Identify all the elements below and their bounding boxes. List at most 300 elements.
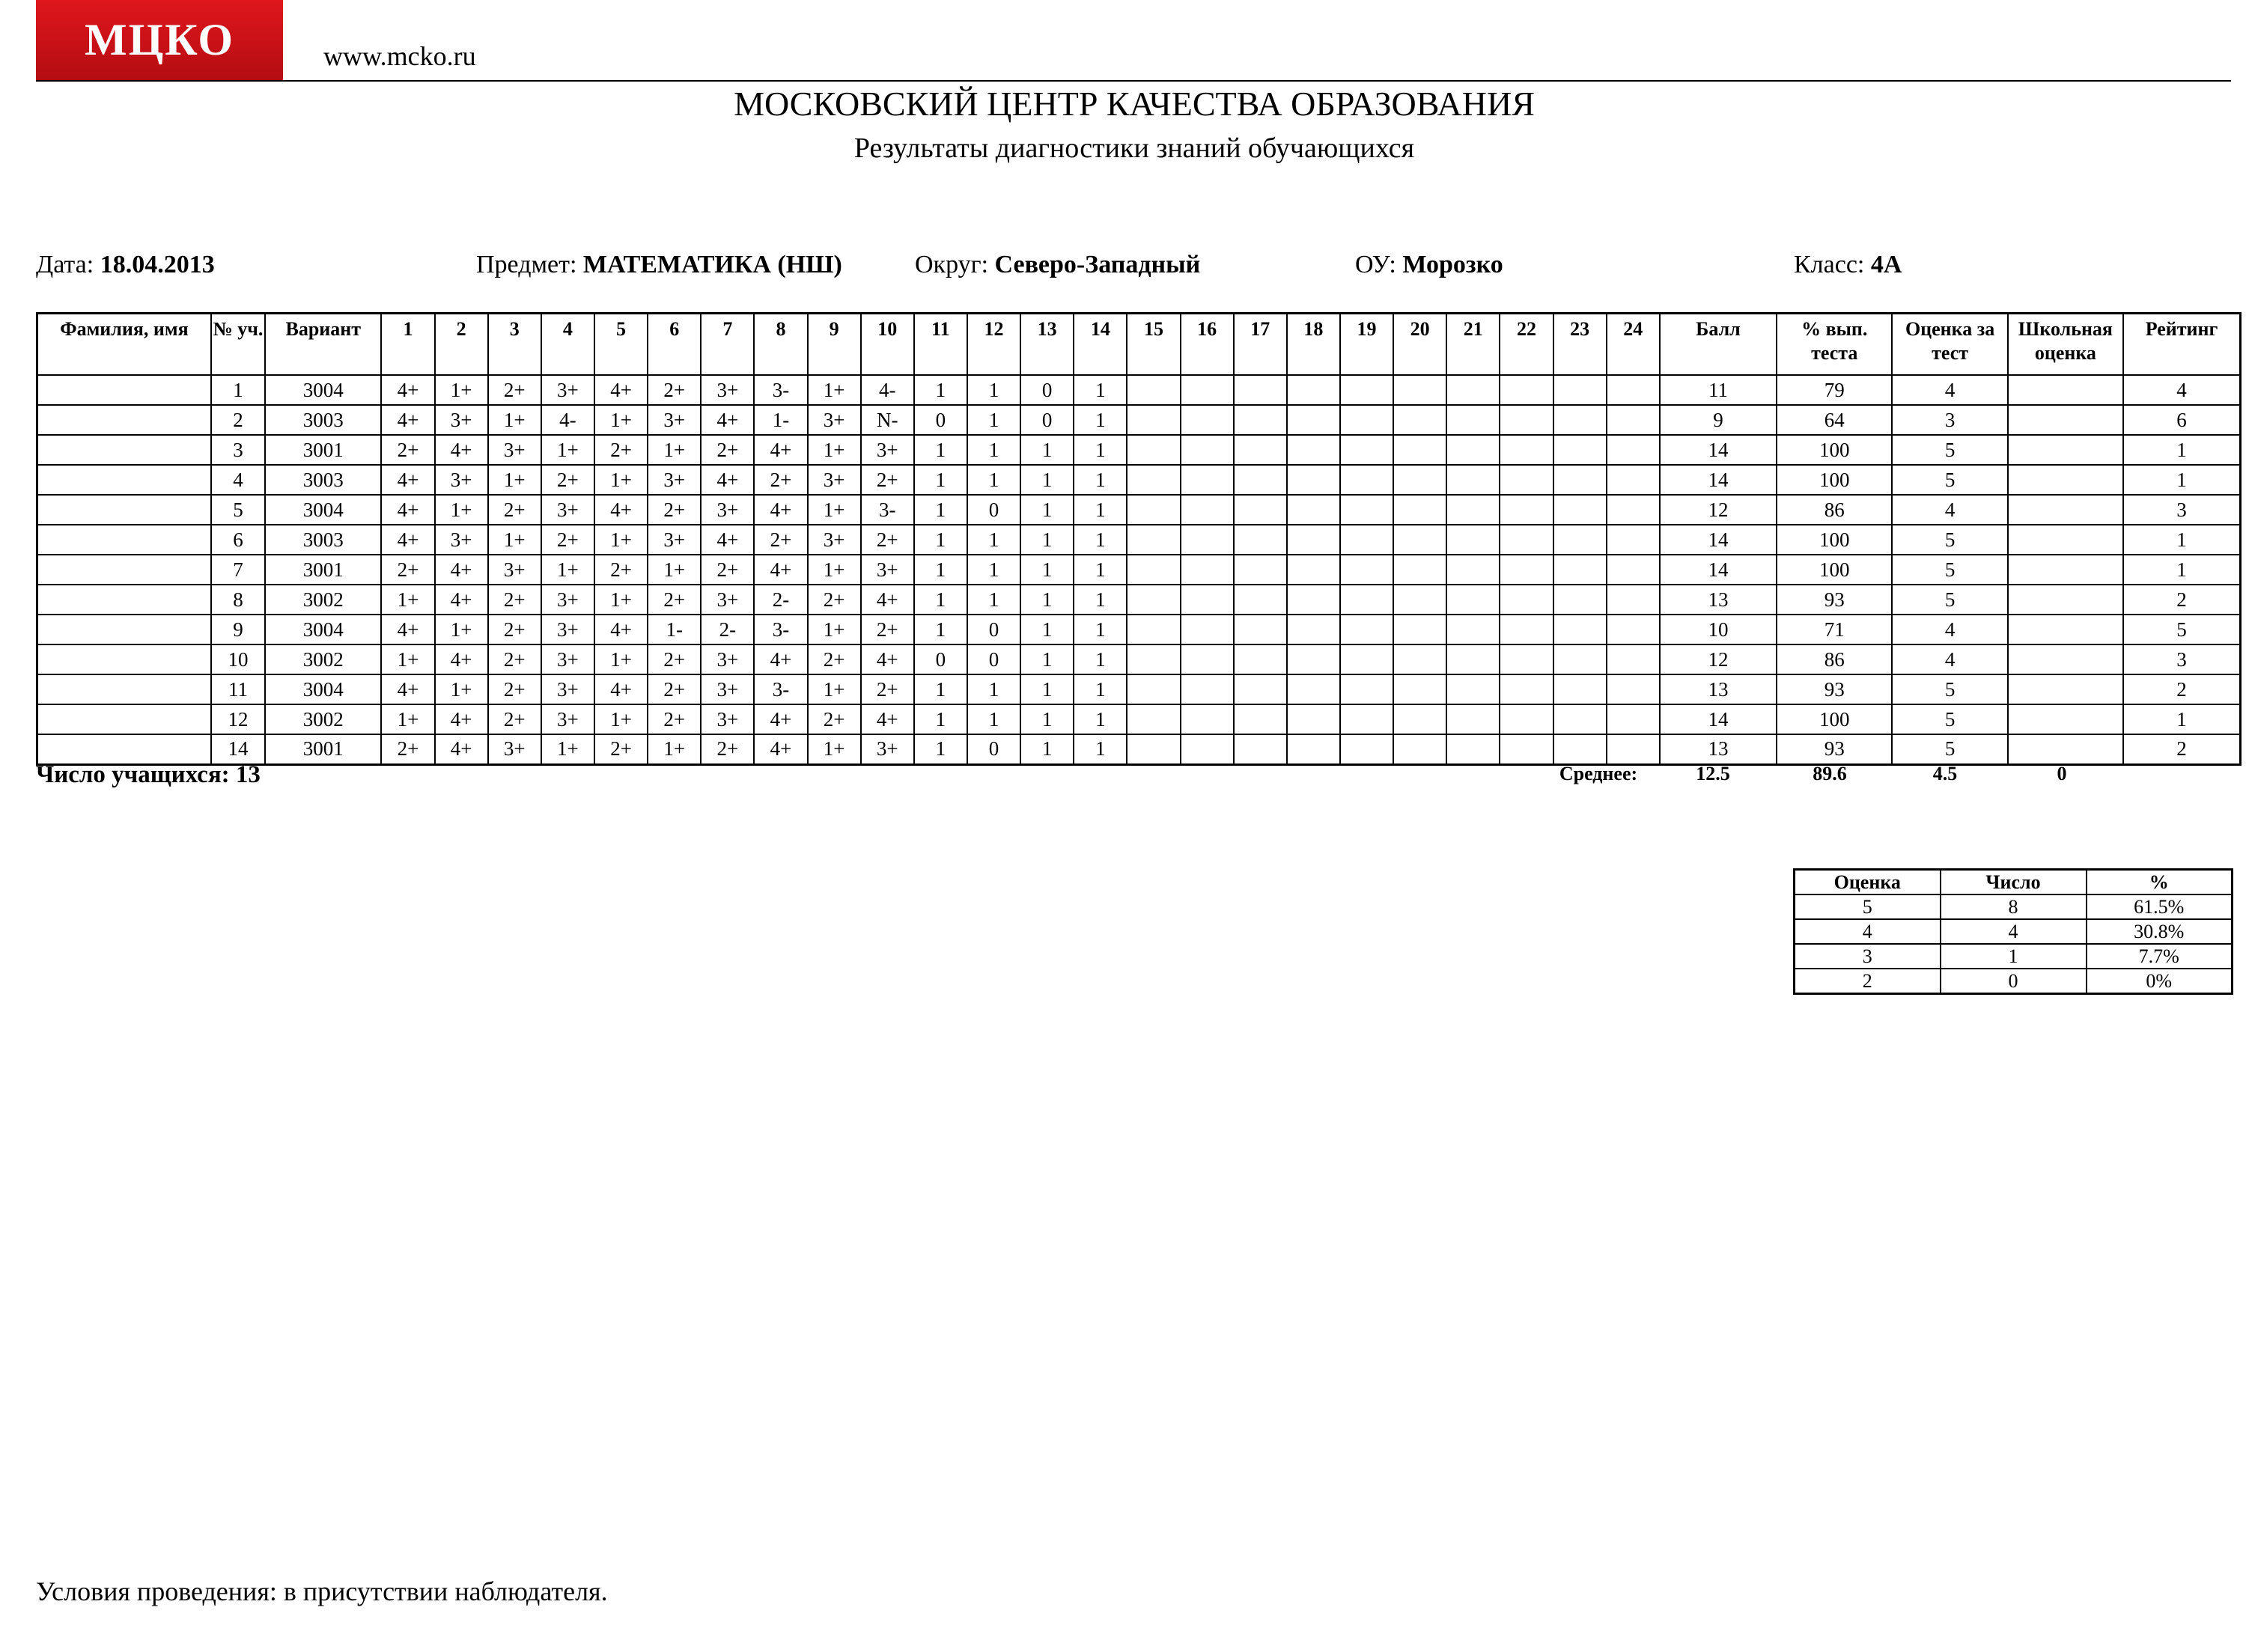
task-result-cell: 3- xyxy=(861,495,914,525)
summary-cell: 0 xyxy=(1941,969,2087,994)
table-row xyxy=(37,615,2241,644)
task-result-cell: 1 xyxy=(1020,734,1074,764)
rating-cell: 2 xyxy=(2123,585,2240,615)
table-row xyxy=(37,525,2241,555)
task-result-cell: 3+ xyxy=(701,375,754,405)
task-result-cell: 4+ xyxy=(754,734,807,764)
task-result-cell: 1 xyxy=(1074,644,1127,674)
task-result-cell: 2+ xyxy=(541,465,594,495)
table-row xyxy=(37,555,2241,585)
student-name-cell xyxy=(37,704,211,734)
task-result-cell xyxy=(1553,495,1607,525)
task-result-cell xyxy=(1553,585,1607,615)
task-result-cell xyxy=(1500,615,1553,644)
summary-cell: 7.7% xyxy=(2087,944,2233,969)
task-result-cell: 4+ xyxy=(754,704,807,734)
task-result-cell xyxy=(1500,435,1553,465)
task-result-cell: 0 xyxy=(914,405,967,435)
task-result-cell xyxy=(1553,405,1607,435)
task-result-cell: 0 xyxy=(967,615,1020,644)
task-result-cell xyxy=(1553,644,1607,674)
task-result-cell xyxy=(1607,465,1660,495)
task-result-cell xyxy=(1446,525,1500,555)
task-result-cell: 3+ xyxy=(808,465,861,495)
task-result-cell xyxy=(1446,644,1500,674)
task-result-cell: 1 xyxy=(914,585,967,615)
task-result-cell: 3+ xyxy=(541,644,594,674)
header-divider xyxy=(36,80,2231,82)
table-row xyxy=(37,375,2241,405)
summary-column-header: % xyxy=(2087,870,2233,895)
task-result-cell: 4+ xyxy=(861,644,914,674)
student-count: Число учащихся: 13 xyxy=(36,761,261,788)
task-result-cell: 2+ xyxy=(488,644,541,674)
task-result-cell: 2+ xyxy=(861,674,914,704)
task-result-cell: 3+ xyxy=(488,435,541,465)
summary-column-header: Оценка xyxy=(1795,870,1941,895)
variant-cell: 3001 xyxy=(265,555,381,585)
average-percent: 89.6 xyxy=(1813,763,1847,784)
variant-cell: 3002 xyxy=(265,704,381,734)
student-number-cell: 8 xyxy=(211,585,265,615)
task-result-cell xyxy=(1234,375,1287,405)
task-result-cell xyxy=(1181,555,1234,585)
task-result-cell: 1 xyxy=(914,525,967,555)
score-cell: 10 xyxy=(1660,615,1777,644)
task-result-cell: 4+ xyxy=(754,555,807,585)
meta-class-label: Класс: xyxy=(1794,251,1865,278)
task-result-cell: 1+ xyxy=(381,585,434,615)
task-result-cell xyxy=(1340,644,1393,674)
task-result-cell: 2+ xyxy=(701,555,754,585)
task-result-cell: 2+ xyxy=(648,674,701,704)
task-result-cell xyxy=(1287,734,1340,764)
task-result-cell: 2- xyxy=(754,585,807,615)
column-header: 24 xyxy=(1607,314,1660,376)
task-result-cell xyxy=(1393,405,1446,435)
task-result-cell xyxy=(1553,525,1607,555)
student-name-cell xyxy=(37,495,211,525)
student-number-cell: 2 xyxy=(211,405,265,435)
school-grade-cell xyxy=(2008,615,2123,644)
task-result-cell xyxy=(1393,734,1446,764)
task-result-cell: 4+ xyxy=(754,435,807,465)
task-result-cell: 0 xyxy=(914,644,967,674)
task-result-cell: 1 xyxy=(967,585,1020,615)
task-result-cell: 2+ xyxy=(808,704,861,734)
task-result-cell: 1 xyxy=(967,555,1020,585)
task-result-cell xyxy=(1340,704,1393,734)
summary-row xyxy=(1795,894,2233,919)
column-header: 2 xyxy=(435,314,488,376)
task-result-cell: 2+ xyxy=(861,615,914,644)
rating-cell: 3 xyxy=(2123,644,2240,674)
task-result-cell: 3+ xyxy=(648,465,701,495)
page-subtitle: Результаты диагностики знаний обучающихся xyxy=(853,132,1415,164)
task-result-cell xyxy=(1393,465,1446,495)
task-result-cell xyxy=(1500,644,1553,674)
task-result-cell xyxy=(1607,375,1660,405)
task-result-cell xyxy=(1287,644,1340,674)
task-result-cell xyxy=(1127,495,1180,525)
score-cell: 12 xyxy=(1660,644,1777,674)
task-result-cell xyxy=(1607,495,1660,525)
column-header: 8 xyxy=(754,314,807,376)
task-result-cell xyxy=(1287,674,1340,704)
task-result-cell: 1 xyxy=(1074,585,1127,615)
site-url[interactable]: www.mcko.ru xyxy=(323,41,476,71)
summary-cell: 30.8% xyxy=(2087,919,2233,944)
student-number-cell: 1 xyxy=(211,375,265,405)
column-header: Рейтинг xyxy=(2123,314,2240,376)
task-result-cell: 3+ xyxy=(541,704,594,734)
column-header: Вариант xyxy=(265,314,381,376)
task-result-cell xyxy=(1500,465,1553,495)
task-result-cell xyxy=(1393,674,1446,704)
task-result-cell xyxy=(1181,465,1234,495)
task-result-cell: 4+ xyxy=(701,405,754,435)
task-result-cell: 3+ xyxy=(541,674,594,704)
column-header: 18 xyxy=(1287,314,1340,376)
task-result-cell xyxy=(1234,465,1287,495)
grade-cell: 3 xyxy=(1892,405,2007,435)
school-grade-cell xyxy=(2008,704,2123,734)
table-row xyxy=(37,674,2241,704)
task-result-cell: 1 xyxy=(1020,674,1074,704)
rating-cell: 1 xyxy=(2123,704,2240,734)
task-result-cell xyxy=(1393,375,1446,405)
task-result-cell: 3- xyxy=(754,375,807,405)
average-school-grade: 0 xyxy=(2057,763,2067,784)
task-result-cell: 1 xyxy=(967,375,1020,405)
task-result-cell: 2+ xyxy=(648,495,701,525)
percent-cell: 93 xyxy=(1777,674,1892,704)
grade-cell: 5 xyxy=(1892,734,2007,764)
percent-cell: 100 xyxy=(1777,704,1892,734)
task-result-cell xyxy=(1500,525,1553,555)
task-result-cell: 1+ xyxy=(381,644,434,674)
score-cell: 14 xyxy=(1660,704,1777,734)
task-result-cell: 2+ xyxy=(754,465,807,495)
summary-cell: 8 xyxy=(1941,894,2087,919)
task-result-cell: 1+ xyxy=(594,405,648,435)
task-result-cell xyxy=(1340,734,1393,764)
task-result-cell: 3+ xyxy=(701,495,754,525)
task-result-cell: 1 xyxy=(1074,405,1127,435)
rating-cell: 1 xyxy=(2123,435,2240,465)
variant-cell: 3001 xyxy=(265,734,381,764)
task-result-cell xyxy=(1287,465,1340,495)
task-result-cell xyxy=(1500,405,1553,435)
task-result-cell xyxy=(1393,435,1446,465)
task-result-cell: 1+ xyxy=(488,405,541,435)
grade-cell: 5 xyxy=(1892,465,2007,495)
meta-school-label: ОУ: xyxy=(1355,251,1396,278)
task-result-cell: 2+ xyxy=(488,615,541,644)
task-result-cell: 1+ xyxy=(808,435,861,465)
task-result-cell xyxy=(1607,734,1660,764)
meta-district-label: Округ: xyxy=(915,251,989,278)
column-header: 22 xyxy=(1500,314,1553,376)
task-result-cell xyxy=(1287,585,1340,615)
task-result-cell xyxy=(1127,375,1180,405)
task-result-cell: 4+ xyxy=(435,585,488,615)
task-result-cell: 4+ xyxy=(754,495,807,525)
variant-cell: 3003 xyxy=(265,405,381,435)
grade-cell: 4 xyxy=(1892,375,2007,405)
task-result-cell xyxy=(1287,435,1340,465)
school-grade-cell xyxy=(2008,644,2123,674)
task-result-cell xyxy=(1607,704,1660,734)
task-result-cell: 2+ xyxy=(648,375,701,405)
task-result-cell xyxy=(1393,644,1446,674)
task-result-cell: 3+ xyxy=(488,734,541,764)
task-result-cell: 1+ xyxy=(594,465,648,495)
column-header: № уч. xyxy=(211,314,265,376)
task-result-cell: 1 xyxy=(914,495,967,525)
column-header: 14 xyxy=(1074,314,1127,376)
grade-cell: 5 xyxy=(1892,585,2007,615)
task-result-cell xyxy=(1127,704,1180,734)
task-result-cell xyxy=(1500,495,1553,525)
task-result-cell: 1+ xyxy=(541,435,594,465)
task-result-cell: 1+ xyxy=(541,555,594,585)
task-result-cell xyxy=(1553,674,1607,704)
student-name-cell xyxy=(37,555,211,585)
task-result-cell: 1 xyxy=(967,674,1020,704)
task-result-cell: 1 xyxy=(1020,585,1074,615)
task-result-cell: 1+ xyxy=(648,555,701,585)
school-grade-cell xyxy=(2008,674,2123,704)
task-result-cell xyxy=(1181,734,1234,764)
task-result-cell: 3- xyxy=(754,674,807,704)
task-result-cell xyxy=(1127,585,1180,615)
student-number-cell: 12 xyxy=(211,704,265,734)
task-result-cell: 1 xyxy=(967,435,1020,465)
percent-cell: 86 xyxy=(1777,495,1892,525)
task-result-cell: 1 xyxy=(1020,555,1074,585)
table-row xyxy=(37,465,2241,495)
rating-cell: 1 xyxy=(2123,525,2240,555)
column-header: 1 xyxy=(381,314,434,376)
student-name-cell xyxy=(37,375,211,405)
column-header: 5 xyxy=(594,314,648,376)
task-result-cell: 1+ xyxy=(488,525,541,555)
meta-date-label: Дата: xyxy=(36,251,94,278)
score-cell: 13 xyxy=(1660,674,1777,704)
student-number-cell: 5 xyxy=(211,495,265,525)
task-result-cell: 1+ xyxy=(808,734,861,764)
task-result-cell xyxy=(1234,555,1287,585)
task-result-cell: 1+ xyxy=(488,465,541,495)
task-result-cell: 1 xyxy=(967,465,1020,495)
column-header: Оценка за тест xyxy=(1892,314,2007,376)
summary-row xyxy=(1795,969,2233,994)
task-result-cell: 2+ xyxy=(701,435,754,465)
task-result-cell xyxy=(1234,704,1287,734)
task-result-cell: 3+ xyxy=(435,405,488,435)
score-cell: 13 xyxy=(1660,585,1777,615)
task-result-cell: 4+ xyxy=(435,435,488,465)
task-result-cell: 1 xyxy=(914,674,967,704)
task-result-cell: 0 xyxy=(967,644,1020,674)
task-result-cell xyxy=(1234,585,1287,615)
task-result-cell xyxy=(1607,435,1660,465)
task-result-cell: 2+ xyxy=(648,704,701,734)
task-result-cell xyxy=(1234,495,1287,525)
task-result-cell: 1+ xyxy=(435,375,488,405)
task-result-cell xyxy=(1287,405,1340,435)
variant-cell: 3002 xyxy=(265,644,381,674)
task-result-cell: 2+ xyxy=(381,555,434,585)
conditions-note: Условия проведения: в присутствии наблюдателя. xyxy=(36,1576,608,1606)
task-result-cell: 2+ xyxy=(488,704,541,734)
score-cell: 14 xyxy=(1660,525,1777,555)
column-header: 9 xyxy=(808,314,861,376)
student-name-cell xyxy=(37,465,211,495)
column-header: 20 xyxy=(1393,314,1446,376)
percent-cell: 79 xyxy=(1777,375,1892,405)
student-number-cell: 14 xyxy=(211,734,265,764)
task-result-cell xyxy=(1127,674,1180,704)
task-result-cell xyxy=(1340,405,1393,435)
task-result-cell xyxy=(1340,525,1393,555)
task-result-cell: 4+ xyxy=(381,465,434,495)
task-result-cell: 1 xyxy=(914,375,967,405)
task-result-cell: 1 xyxy=(967,704,1020,734)
task-result-cell xyxy=(1340,465,1393,495)
student-number-cell: 7 xyxy=(211,555,265,585)
summary-cell: 61.5% xyxy=(2087,894,2233,919)
rating-cell: 2 xyxy=(2123,734,2240,764)
task-result-cell: 2+ xyxy=(381,734,434,764)
task-result-cell xyxy=(1340,495,1393,525)
summary-row xyxy=(1795,919,2233,944)
task-result-cell: 1 xyxy=(1020,495,1074,525)
task-result-cell xyxy=(1234,644,1287,674)
meta-class xyxy=(1794,251,1902,279)
table-row xyxy=(37,495,2241,525)
task-result-cell: 1 xyxy=(1020,615,1074,644)
task-result-cell: 3+ xyxy=(861,555,914,585)
task-result-cell: 4+ xyxy=(381,495,434,525)
task-result-cell: 3+ xyxy=(648,405,701,435)
column-header: 10 xyxy=(861,314,914,376)
task-result-cell: 3- xyxy=(754,615,807,644)
variant-cell: 3001 xyxy=(265,435,381,465)
task-result-cell: 1+ xyxy=(594,525,648,555)
task-result-cell: 1 xyxy=(914,435,967,465)
task-result-cell: 2+ xyxy=(594,555,648,585)
school-grade-cell xyxy=(2008,375,2123,405)
task-result-cell: 4+ xyxy=(701,525,754,555)
school-grade-cell xyxy=(2008,465,2123,495)
task-result-cell: 2+ xyxy=(648,585,701,615)
task-result-cell xyxy=(1500,555,1553,585)
rating-cell: 6 xyxy=(2123,405,2240,435)
variant-cell: 3004 xyxy=(265,495,381,525)
task-result-cell: 1 xyxy=(1074,465,1127,495)
task-result-cell xyxy=(1127,405,1180,435)
task-result-cell: 2+ xyxy=(808,585,861,615)
task-result-cell: 1+ xyxy=(808,375,861,405)
task-result-cell: 4+ xyxy=(701,465,754,495)
rating-cell: 2 xyxy=(2123,674,2240,704)
column-header: 13 xyxy=(1020,314,1074,376)
score-cell: 9 xyxy=(1660,405,1777,435)
summary-row xyxy=(1795,944,2233,969)
meta-subject-label: Предмет: xyxy=(476,251,577,278)
grade-cell: 4 xyxy=(1892,495,2007,525)
percent-cell: 100 xyxy=(1777,465,1892,495)
task-result-cell xyxy=(1607,615,1660,644)
student-name-cell xyxy=(37,644,211,674)
column-header: 17 xyxy=(1234,314,1287,376)
task-result-cell: 1+ xyxy=(435,674,488,704)
task-result-cell xyxy=(1553,375,1607,405)
task-result-cell: 1 xyxy=(914,555,967,585)
student-number-cell: 3 xyxy=(211,435,265,465)
task-result-cell: 1+ xyxy=(594,585,648,615)
percent-cell: 100 xyxy=(1777,555,1892,585)
student-number-cell: 9 xyxy=(211,615,265,644)
variant-cell: 3004 xyxy=(265,615,381,644)
score-cell: 12 xyxy=(1660,495,1777,525)
task-result-cell: 4- xyxy=(541,405,594,435)
task-result-cell xyxy=(1393,615,1446,644)
task-result-cell: 3+ xyxy=(808,405,861,435)
task-result-cell xyxy=(1500,674,1553,704)
task-result-cell: 1+ xyxy=(808,555,861,585)
task-result-cell: 4+ xyxy=(381,375,434,405)
task-result-cell: 1+ xyxy=(648,435,701,465)
task-result-cell: 1 xyxy=(1020,525,1074,555)
task-result-cell xyxy=(1127,615,1180,644)
task-result-cell xyxy=(1393,525,1446,555)
meta-school xyxy=(1355,251,1503,279)
task-result-cell xyxy=(1500,585,1553,615)
task-result-cell: 2- xyxy=(701,615,754,644)
task-result-cell: 4+ xyxy=(381,525,434,555)
column-header: 19 xyxy=(1340,314,1393,376)
task-result-cell xyxy=(1607,674,1660,704)
grade-cell: 5 xyxy=(1892,704,2007,734)
task-result-cell xyxy=(1607,644,1660,674)
task-result-cell: 3+ xyxy=(435,465,488,495)
task-result-cell xyxy=(1181,585,1234,615)
task-result-cell xyxy=(1553,435,1607,465)
task-result-cell xyxy=(1181,525,1234,555)
task-result-cell: 4+ xyxy=(594,495,648,525)
task-result-cell xyxy=(1287,704,1340,734)
task-result-cell xyxy=(1393,585,1446,615)
table-row xyxy=(37,405,2241,435)
student-name-cell xyxy=(37,674,211,704)
student-number-cell: 4 xyxy=(211,465,265,495)
task-result-cell: 1+ xyxy=(381,704,434,734)
task-result-cell: 0 xyxy=(967,734,1020,764)
task-result-cell: 1 xyxy=(1020,465,1074,495)
task-result-cell: 1 xyxy=(1074,495,1127,525)
school-grade-cell xyxy=(2008,435,2123,465)
task-result-cell xyxy=(1446,704,1500,734)
task-result-cell: 4+ xyxy=(435,734,488,764)
task-result-cell: 1+ xyxy=(435,615,488,644)
task-result-cell: 1 xyxy=(1074,615,1127,644)
variant-cell: 3003 xyxy=(265,465,381,495)
task-result-cell: 4+ xyxy=(861,585,914,615)
results-table-header xyxy=(37,314,2241,376)
